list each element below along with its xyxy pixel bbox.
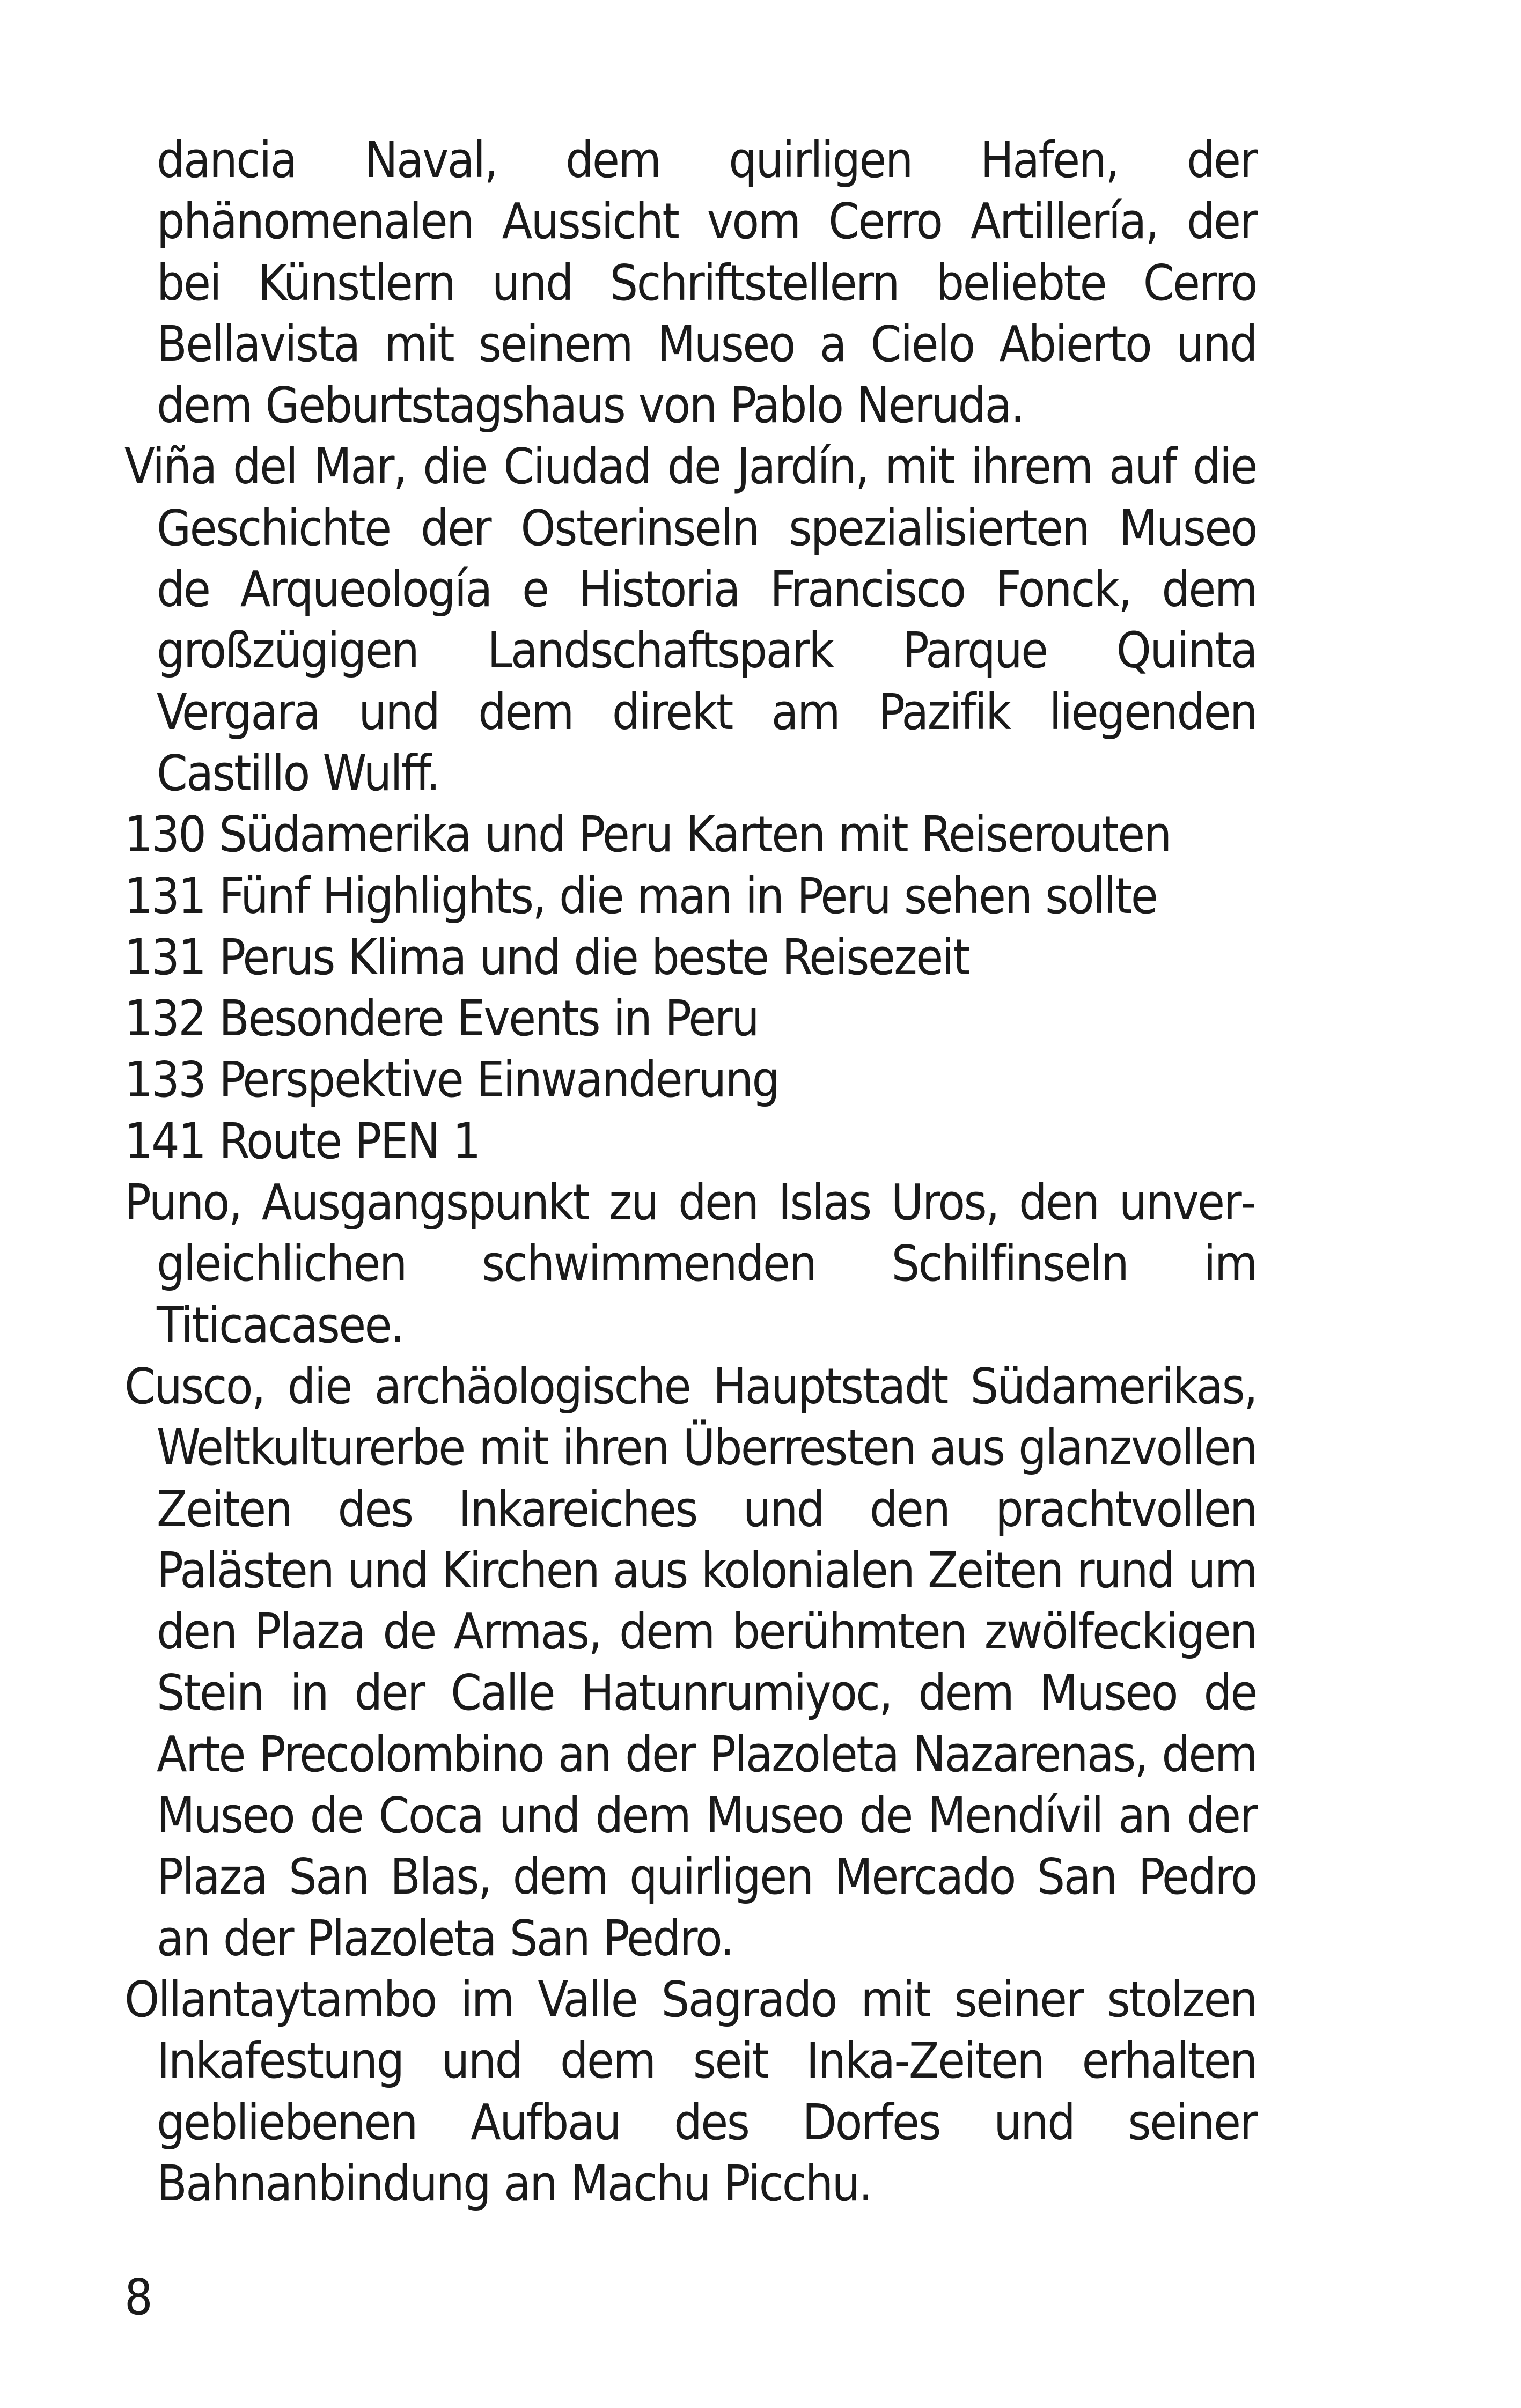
paragraph-ollantaytambo: Ollantaytambo im Valle Sagrado mit seiner stolzen Inkafestung und dem seit Inka-Zeiten erhalten gebliebenen Aufbau des Dorfes und seiner Bahnanbindung an Machu Picchu.	[124, 1970, 1257, 2212]
paragraph-valparaiso-continued: dancia Naval, dem quirligen Hafen, der phänomenalen Aussicht vom Cerro Artillería, der bei Künstlern und Schriftstellern beliebte Cerro Bellavista mit seinem Museo a Cielo Abierto und dem Geburtstagshaus von Pablo Neruda.	[157, 131, 1257, 435]
paragraph-puno: Puno, Ausgangspunkt zu den Islas Uros, den unvergleichlichen schwimmenden Schilfinseln im Titicacasee.	[124, 1174, 1257, 1354]
toc-entry-highlights: 131 Fünf Highlights, die man in Peru sehen sollte	[124, 867, 1157, 925]
toc-entry-klima: 131 Perus Klima und die beste Reisezeit	[124, 928, 969, 986]
paragraph-vina-del-mar: Viña del Mar, die Ciudad de Jardín, mit ihrem auf die Geschichte der Osterinseln spezialisierten Museo de Arqueología e Historia Francisco Fonck, dem großzügigen Landschaftspark Parque Quinta Vergara und dem direkt am Pazifik liegenden Castillo Wulff.	[124, 438, 1257, 802]
toc-entry-einwanderung: 133 Perspektive Einwanderung	[124, 1051, 779, 1109]
toc-entry-karten: 130 Südamerika und Peru Karten mit Reiserouten	[124, 806, 1171, 864]
toc-entry-route-pen1: 141 Route PEN 1	[124, 1112, 480, 1170]
toc-entry-events: 132 Besondere Events in Peru	[124, 990, 759, 1048]
page-number: 8	[124, 2269, 153, 2326]
body-text	[124, 130, 1257, 2214]
paragraph-cusco: Cusco, die archäologische Hauptstadt Südamerikas, Weltkulturerbe mit ihren Überresten aus glanzvollen Zeiten des Inkareiches und den prachtvollen Palästen und Kirchen aus kolonialen Zeiten rund um den Plaza de Armas, dem berühmten zwölfeckigen Stein in der Calle Hatunrumiyoc, dem Museo de Arte Precolombino an der Plazoleta Nazarenas, dem Museo de Coca und dem Museo de Mendívil an der Plaza San Blas, dem quirligen Mercado San Pedro an der Plazoleta San Pedro.	[124, 1357, 1257, 1967]
